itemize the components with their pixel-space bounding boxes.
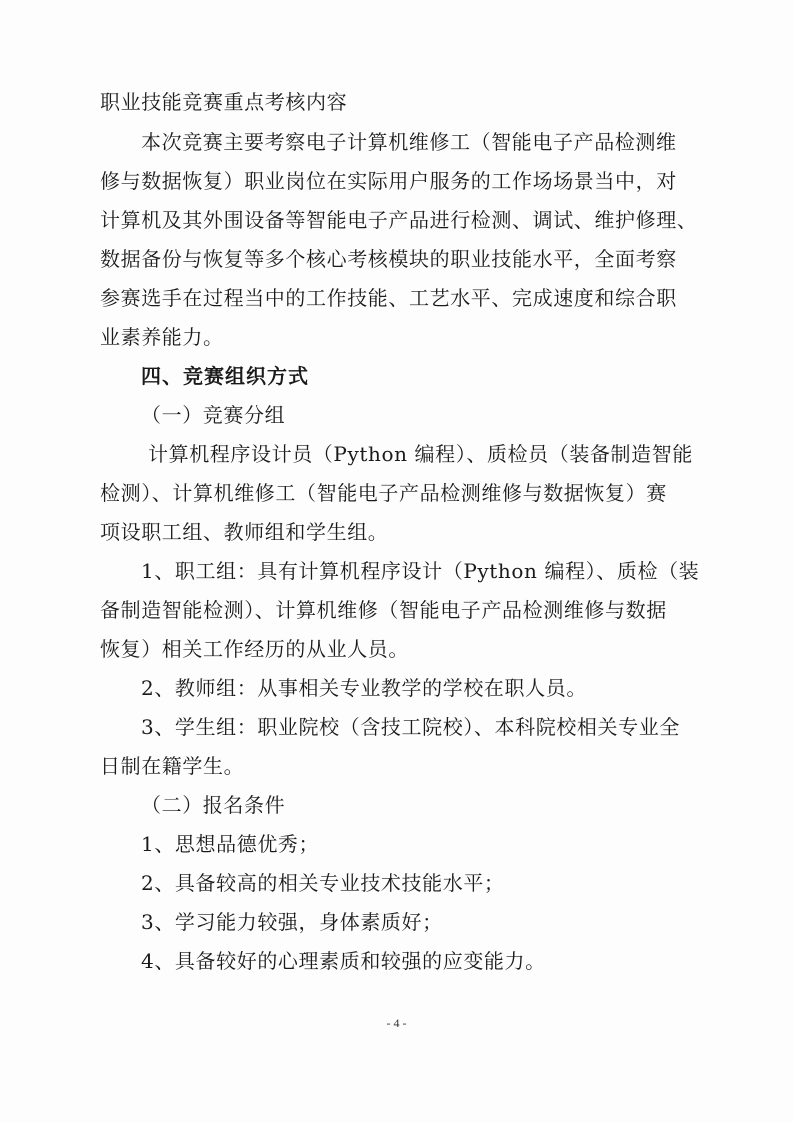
- section-heading: 四、竞赛组织方式: [141, 364, 309, 388]
- paragraph-line: 项设职工组、教师组和学生组。: [100, 520, 389, 544]
- paragraph-line: 修与数据恢复）职业岗位在实际用户服务的工作场场景当中，对: [100, 169, 677, 193]
- list-item-condition: 4、具备较好的心理素质和较强的应变能力。: [141, 949, 546, 973]
- list-item-condition: 1、思想品德优秀；: [141, 832, 320, 856]
- paragraph-line: 计算机及其外围设备等智能电子产品进行检测、调试、维护修理、: [100, 208, 698, 232]
- paragraph-line: 本次竞赛主要考察电子计算机维修工（智能电子产品检测维: [141, 130, 677, 154]
- list-item-teacher-group: 2、教师组：从事相关专业教学的学校在职人员。: [141, 676, 587, 700]
- paragraph-line: 日制在籍学生。: [100, 754, 245, 778]
- paragraph-line: 备制造智能检测）、计算机维修（智能电子产品检测维修与数据: [100, 598, 667, 622]
- subsection-heading: （二）报名条件: [141, 793, 286, 817]
- paragraph-line: 检测）、计算机维修工（智能电子产品检测维修与数据恢复）赛: [100, 481, 667, 505]
- page-number: - 4 -: [386, 1016, 407, 1030]
- paragraph-line: 参赛选手在过程当中的工作技能、工艺水平、完成速度和综合职: [100, 286, 677, 310]
- list-item-student-group: 3、学生组：职业院校（含技工院校）、本科院校相关专业全: [141, 715, 680, 739]
- paragraph-line: 数据备份与恢复等多个核心考核模块的职业技能水平，全面考察: [100, 247, 677, 271]
- subsection-heading: （一）竞赛分组: [141, 403, 286, 427]
- paragraph-line: 恢复）相关工作经历的从业人员。: [100, 637, 409, 661]
- paragraph-line: 计算机程序设计员（Python 编程）、质检员（装备制造智能: [148, 442, 693, 466]
- list-item-condition: 2、具备较高的相关专业技术技能水平；: [141, 871, 505, 895]
- paragraph-line: 业素养能力。: [100, 325, 224, 349]
- list-item-staff-group: 1、职工组：具有计算机程序设计（Python 编程）、质检（装: [141, 559, 700, 583]
- paragraph-line: 职业技能竞赛重点考核内容: [100, 90, 348, 114]
- list-item-condition: 3、学习能力较强，身体素质好；: [141, 910, 443, 934]
